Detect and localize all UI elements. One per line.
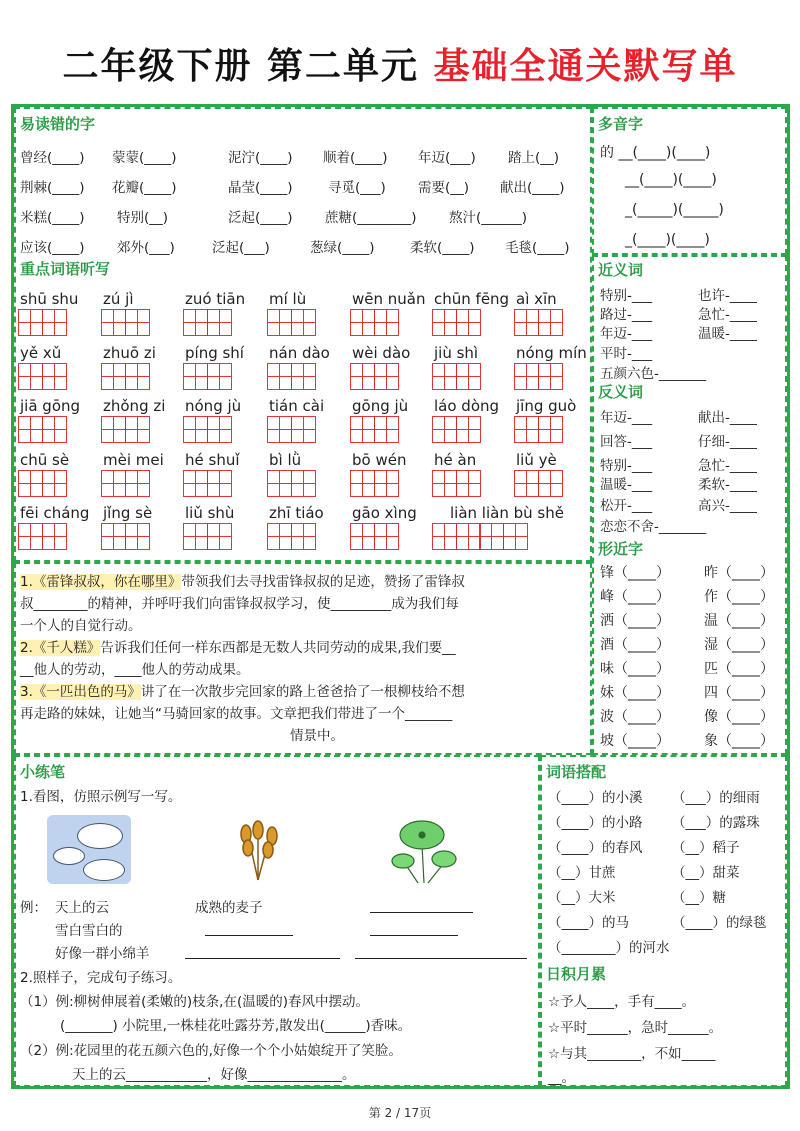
writing-cell[interactable] [101,523,126,550]
syn-1-1: 急忙-____ [698,307,757,323]
text3-a: 讲了在一次散步完回家的路上爸爸拾了一根柳枝给不想 [140,684,465,700]
title-black: 二年级下册 第二单元 [62,46,419,87]
practice-q2: 2.照样子，完成句子练习。 [20,970,182,986]
syn-0-1: 也许-____ [698,288,757,304]
writing-cell[interactable] [291,523,316,550]
text2-title: 2.《千人糕》 [20,640,101,656]
text1-line-a [20,571,586,593]
writing-cell[interactable] [125,416,150,443]
pinyin-label: aì xīn [516,290,557,308]
writing-cell[interactable] [456,416,481,443]
similar-char: 洒（____） [600,613,670,629]
writing-cell[interactable] [18,470,43,497]
ant-4-0: 松开-___ [600,498,653,514]
similar-char: 昨（____） [704,565,774,581]
text3-b: 再走路的妹妹，让她当“马骑回家的故事。文章把我们带进了一个_______ [20,706,453,722]
polyphone-row-2: _(_____)(_____) [625,202,724,218]
pinyin-label: hé shuǐ [185,451,240,469]
ew-2-0: 米糕(____) [20,210,85,226]
writing-cell[interactable] [42,523,67,550]
writing-cell[interactable] [538,363,563,390]
ew-1-4: 需要(__) [418,180,470,196]
collocation-item: （___）的细雨 [672,790,760,806]
writing-grid[interactable] [350,363,397,390]
writing-cell[interactable] [42,309,67,336]
writing-cell[interactable] [514,416,539,443]
page-title [0,38,800,89]
writing-cell[interactable] [350,363,375,390]
similar-char: 酒（____） [600,637,670,653]
writing-cell[interactable] [125,523,150,550]
pinyin-label: nóng mín [516,344,587,362]
collocation-item: （____）的小溪 [548,790,643,806]
pinyin-label: gōng jù [352,397,409,415]
writing-cell[interactable] [374,523,399,550]
writing-cell[interactable] [291,416,316,443]
accumulate-0: ☆予人____，手有____。 [548,994,696,1010]
pinyin-label: bō wén [352,451,407,469]
writing-cell[interactable] [538,416,563,443]
ew-3-2: 泛起(___) [212,240,270,256]
pinyin-label: jiā gōng [20,397,81,415]
writing-grid[interactable] [432,309,479,336]
ant-2-1: 急忙-____ [698,458,757,474]
writing-cell[interactable] [18,309,43,336]
wheat-caption: 成熟的麦子 [195,900,263,916]
ew-1-2: 晶莹(____) [228,180,293,196]
writing-grid[interactable] [350,523,397,550]
writing-cell[interactable] [42,416,67,443]
similar-char: 味（____） [600,661,670,677]
lotus-leaf-picture [388,815,462,885]
writing-grid[interactable] [101,309,148,336]
writing-cell[interactable] [432,363,457,390]
ew-1-3: 寻觅(___) [328,180,386,196]
similar-char: 波（____） [600,709,670,725]
collocation-item: （__）稻子 [672,840,740,856]
writing-grid[interactable] [18,416,65,443]
writing-grid[interactable] [183,309,230,336]
ew-0-4: 年迈(___) [418,150,476,166]
writing-cell[interactable] [514,470,539,497]
writing-grid[interactable] [267,309,314,336]
ew-0-5: 踏上(__) [508,150,560,166]
similar-char: 峰（____） [600,589,670,605]
writing-grid[interactable] [267,523,314,550]
syn-4-0: 五颜六色-_______ [600,366,707,382]
writing-grid[interactable] [514,309,561,336]
sentence-2b: 天上的云____________，好像______________。 [72,1067,356,1083]
similar-char: 象（____） [704,733,774,749]
writing-cell[interactable] [207,363,232,390]
text-review [20,571,586,747]
ew-0-3: 顺着(____) [323,150,388,166]
writing-cell[interactable] [374,416,399,443]
writing-grid[interactable] [350,416,397,443]
ew-2-1: 特别(__) [117,210,169,226]
writing-grid[interactable] [514,416,561,443]
writing-cell[interactable] [207,470,232,497]
writing-cell[interactable] [183,416,208,443]
ew-0-1: 蒙蒙(____) [112,150,177,166]
answer-line [205,935,293,936]
writing-cell[interactable] [350,309,375,336]
heading-similar: 形近字 [598,540,644,558]
writing-cell[interactable] [456,523,481,550]
collocation-item: （__）甘蔗 [548,865,616,881]
answer-line [185,958,340,959]
heading-synonym: 近义词 [598,261,644,279]
text3-title: 3.《一匹出色的马》 [20,684,141,700]
writing-cell[interactable] [350,470,375,497]
cloud-picture [47,815,131,884]
writing-grid[interactable] [183,523,230,550]
heading-easy-wrong: 易读错的字 [20,115,96,133]
practice-q1: 1.看图，仿照示例写一写。 [20,789,182,805]
writing-cell[interactable] [432,416,457,443]
writing-cell[interactable] [503,523,528,550]
writing-grid[interactable] [350,309,397,336]
writing-cell[interactable] [456,470,481,497]
writing-cell[interactable] [350,416,375,443]
similar-char: 妹（____） [600,685,670,701]
writing-cell[interactable] [42,470,67,497]
pinyin-label: bì lǜ [269,451,302,469]
ew-2-4: 熬汁(______) [449,210,528,226]
writing-cell[interactable] [183,523,208,550]
accumulate-2: ☆与其________，不如_____ [548,1046,716,1062]
writing-grid[interactable] [183,470,230,497]
example-1: 天上的云 [55,900,109,916]
collocation-item: （____）的小路 [548,815,643,831]
writing-cell[interactable] [514,363,539,390]
pinyin-label: chūn fēng [434,290,510,308]
writing-grid[interactable] [267,416,314,443]
ant-3-0: 温暖-___ [600,477,653,493]
pinyin-label: liǔ shù [185,504,235,522]
writing-grid[interactable] [432,470,479,497]
writing-grid[interactable] [18,470,65,497]
pinyin-label: wēn nuǎn [352,290,426,308]
writing-grid[interactable] [432,416,479,443]
text1-title: 1.《雷锋叔叔，你在哪里》 [20,574,182,590]
pinyin-label: chū sè [20,451,70,469]
example-2: 雪白雪白的 [55,923,123,939]
writing-grid[interactable] [432,363,479,390]
answer-line [370,912,473,913]
similar-char: 四（____） [704,685,774,701]
similar-char: 湿（____） [704,637,774,653]
pinyin-label: mèi mei [103,451,164,469]
page-number: 第 2 / 17页 [368,1106,432,1120]
sentence-1b: (_______) 小院里,一株桂花吐露芬芳,散发出(______)香味。 [60,1018,412,1034]
pinyin-label: nán dào [269,344,330,362]
writing-grid[interactable] [18,309,65,336]
pinyin-label: liǔ yè [516,451,557,469]
text2-a: 告诉我们任何一样东西都是无数人共同劳动的成果,我们要__ [100,640,456,656]
sentence-2: （2）例:花园里的花五颜六色的,好像一个个小姑娘绽开了笑脸。 [20,1043,402,1059]
writing-cell[interactable] [18,523,43,550]
pinyin-label: píng shí [185,344,244,362]
ew-2-3: 蔗糖(________) [325,210,417,226]
ant-0-0: 年迈-___ [600,410,653,426]
collocation-item: （__）甜菜 [672,865,740,881]
writing-cell[interactable] [374,309,399,336]
collocation-item: （____）的春风 [548,840,643,856]
writing-cell[interactable] [432,309,457,336]
polyphone-row-3: _(____)(____) [625,232,710,248]
example-3: 好像一群小绵羊 [55,946,150,962]
pinyin-label: nóng jù [185,397,242,415]
writing-cell[interactable] [42,363,67,390]
writing-cell[interactable] [432,523,457,550]
pinyin-label: liàn liàn bù shě [450,504,564,522]
example-label: 例： [20,900,47,916]
cloud-shape-3 [83,859,125,881]
pinyin-label: shū shu [20,290,79,308]
similar-char: 温（____） [704,613,774,629]
ew-3-3: 葱绿(____) [310,240,375,256]
ant-3-1: 柔软-____ [698,477,757,493]
cloud-shape-1 [77,823,123,849]
pinyin-label: yě xǔ [20,344,62,362]
writing-cell[interactable] [183,470,208,497]
heading-polyphone: 多音字 [598,115,644,133]
writing-cell[interactable] [456,309,481,336]
writing-cell[interactable] [374,470,399,497]
text1-a: 带领我们去寻找雷锋叔叔的足迹，赞扬了雷锋叔 [181,574,465,590]
heading-collocation: 词语搭配 [546,763,607,781]
ew-3-1: 郊外(___) [117,240,175,256]
similar-char: 坡（____） [600,733,670,749]
collocation-item: （________）的河水 [548,940,670,956]
title-red: 基础全通关默写单 [433,46,738,87]
writing-grid[interactable] [514,470,561,497]
writing-cell[interactable] [538,309,563,336]
ew-1-1: 花瓣(____) [112,180,177,196]
writing-cell[interactable] [267,470,292,497]
cloud-shape-2 [53,847,85,865]
writing-grid[interactable] [350,470,397,497]
ew-0-0: 曾经(____) [20,150,85,166]
writing-cell[interactable] [183,309,208,336]
syn-3-0: 平时-___ [600,346,653,362]
ant-2-0: 特别-___ [600,458,653,474]
ew-1-5: 献出(____) [500,180,565,196]
writing-grid[interactable] [101,523,148,550]
ew-0-2: 泥泞(____) [228,150,293,166]
writing-cell[interactable] [125,470,150,497]
heading-key-words: 重点词语听写 [20,260,111,278]
writing-cell[interactable] [432,470,457,497]
pinyin-label: jiù shì [434,344,479,362]
writing-cell[interactable] [291,309,316,336]
text3-line-a [20,681,586,703]
ant-4-1: 高兴-____ [698,498,757,514]
writing-cell[interactable] [183,363,208,390]
writing-grid[interactable] [183,416,230,443]
writing-cell[interactable] [207,309,232,336]
writing-grid[interactable] [18,523,65,550]
writing-grid[interactable] [267,363,314,390]
writing-grid[interactable] [101,416,148,443]
writing-grid[interactable] [101,363,148,390]
ant-0-1: 献出-____ [698,410,757,426]
polyphone-row-0: 的 __(____)(____) [600,145,711,161]
writing-cell[interactable] [207,416,232,443]
pinyin-label: zú jì [103,290,134,308]
writing-cell[interactable] [514,309,539,336]
ant-5-0: 恋恋不舍-_______ [600,519,707,535]
writing-cell[interactable] [479,523,504,550]
text1-c: 一个人的自觉行动。 [20,618,142,634]
writing-cell[interactable] [101,309,126,336]
text1-b: 叔________的精神，并呼吁我们向雷锋叔叔学习，使_________成为我们每 [20,596,459,612]
writing-cell[interactable] [18,363,43,390]
writing-cell[interactable] [291,363,316,390]
heading-practice: 小练笔 [20,763,66,781]
writing-cell[interactable] [291,470,316,497]
ew-3-0: 应该(____) [20,240,85,256]
answer-line [355,958,527,959]
collocation-item: （___）的露珠 [672,815,760,831]
ant-1-0: 回答-___ [600,434,653,450]
pinyin-label: zuó tiān [185,290,246,308]
collocation-item: （____）的马 [548,915,629,931]
ew-3-4: 柔软(____) [410,240,475,256]
polyphone-row-1: __(____)(____) [625,172,717,188]
similar-char: 作（____） [704,589,774,605]
ew-1-0: 荆棘(____) [20,180,85,196]
writing-grid[interactable] [101,470,148,497]
collocation-item: （____）的绿毯 [672,915,767,931]
pinyin-label: láo dòng [434,397,500,415]
syn-1-0: 路过-___ [600,307,653,323]
writing-cell[interactable] [101,416,126,443]
writing-cell[interactable] [267,363,292,390]
writing-cell[interactable] [350,523,375,550]
accumulate-1: ☆平时______，急时______。 [548,1020,723,1036]
ant-1-1: 仔细-____ [698,434,757,450]
writing-cell[interactable] [207,523,232,550]
writing-grid[interactable] [267,470,314,497]
pinyin-label: zhǒng zi [103,397,166,415]
collocation-item: （__）糖 [672,890,726,906]
pinyin-label: tián cài [269,397,325,415]
writing-cell[interactable] [125,309,150,336]
similar-char: 像（____） [704,709,774,725]
ew-2-2: 泛起(____) [228,210,293,226]
syn-0-0: 特别-___ [600,288,653,304]
answer-line [370,935,458,936]
text2-line-a [20,637,586,659]
sentence-1: （1）例:柳树伸展着(柔嫩的)枝条,在(温暖的)春风中摆动。 [20,994,369,1010]
writing-cell[interactable] [538,470,563,497]
pinyin-label: hé àn [434,451,477,469]
writing-cell[interactable] [101,363,126,390]
writing-grid[interactable] [18,363,65,390]
writing-grid[interactable] [514,363,561,390]
pinyin-label: gāo xìng [352,504,417,522]
accumulate-3: __。 [548,1070,575,1086]
similar-char: 锋（____） [600,565,670,581]
text2-b: __他人的劳动，____他人的劳动成果。 [20,662,250,678]
pinyin-label: mí lù [269,290,307,308]
syn-2-1: 温暖-____ [698,326,757,342]
writing-cell[interactable] [267,523,292,550]
writing-cell[interactable] [456,363,481,390]
pinyin-label: jǐng sè [103,504,153,522]
writing-cell[interactable] [267,416,292,443]
pinyin-label: zhī tiáo [269,504,324,522]
ew-3-5: 毛毯(____) [505,240,570,256]
writing-grid[interactable] [183,363,230,390]
writing-cell[interactable] [267,309,292,336]
text3-c: 情景中。 [290,728,344,744]
heading-antonym: 反义词 [598,383,644,401]
pinyin-label: wèi dào [352,344,411,362]
similar-char: 匹（____） [704,661,774,677]
collocation-item: （__）大米 [548,890,616,906]
pinyin-label: zhuō zi [103,344,156,362]
wheat-picture [228,818,290,882]
writing-cell[interactable] [125,363,150,390]
heading-accumulate: 日积月累 [546,965,607,983]
writing-grid[interactable] [432,523,526,550]
pinyin-label: jīng guò [516,397,577,415]
writing-cell[interactable] [374,363,399,390]
writing-cell[interactable] [101,470,126,497]
pinyin-label: fēi cháng [20,504,90,522]
syn-2-0: 年迈-___ [600,326,653,342]
writing-cell[interactable] [18,416,43,443]
